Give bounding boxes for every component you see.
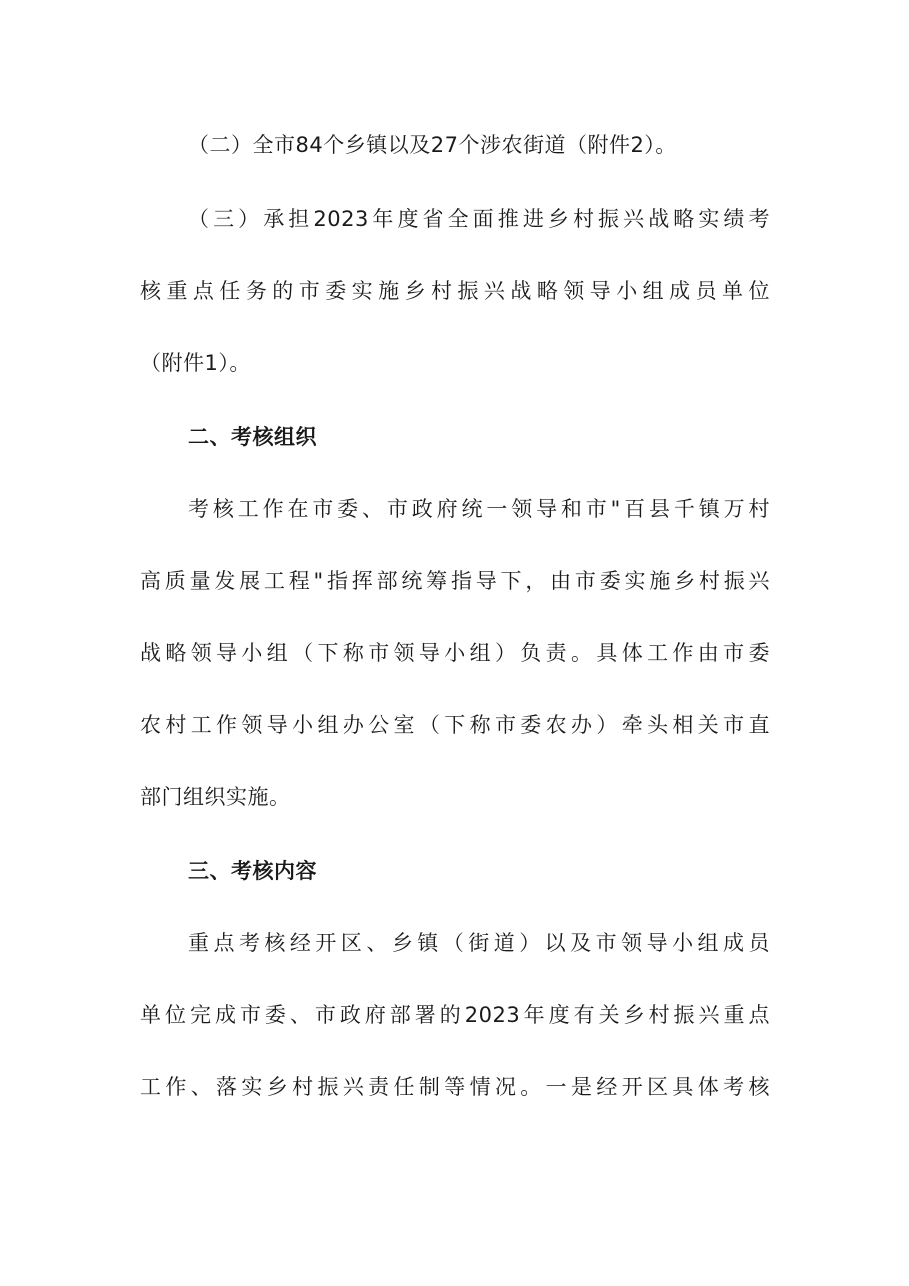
paragraph-organization-line-2: 高质量发展工程"指挥部统筹指导下，由市委实施乡村振兴: [140, 569, 770, 593]
paragraph-scope-units-line-3: （附件1）。: [140, 351, 251, 375]
paragraph-organization-line-1: 考核工作在市委、市政府统一领导和市"百县千镇万村: [188, 497, 770, 521]
paragraph-content-line-1: 重点考核经开区、乡镇（街道）以及市领导小组成员: [188, 931, 770, 955]
paragraph-organization-line-5: 部门组织实施。: [140, 785, 291, 809]
paragraph-content-line-2: 单位完成市委、市政府部署的2023年度有关乡村振兴重点: [140, 1003, 770, 1027]
paragraph-organization-line-4: 农村工作领导小组办公室（下称市委农办）牵头相关市直: [140, 713, 770, 737]
section-heading-organization: 二、考核组织: [188, 425, 317, 449]
paragraph-organization-line-3: 战略领导小组（下称市领导小组）负责。具体工作由市委: [140, 641, 770, 665]
paragraph-scope-units-line-1: （三）承担2023年度省全面推进乡村振兴战略实绩考: [188, 207, 770, 231]
paragraph-content-line-3: 工作、落实乡村振兴责任制等情况。一是经开区具体考核: [140, 1075, 770, 1099]
section-heading-content: 三、考核内容: [188, 859, 317, 883]
paragraph-scope-towns-line-1: （二）全市84个乡镇以及27个涉农街道（附件2）。: [188, 133, 677, 157]
paragraph-scope-units-line-2: 核重点任务的市委实施乡村振兴战略领导小组成员单位: [140, 279, 770, 303]
